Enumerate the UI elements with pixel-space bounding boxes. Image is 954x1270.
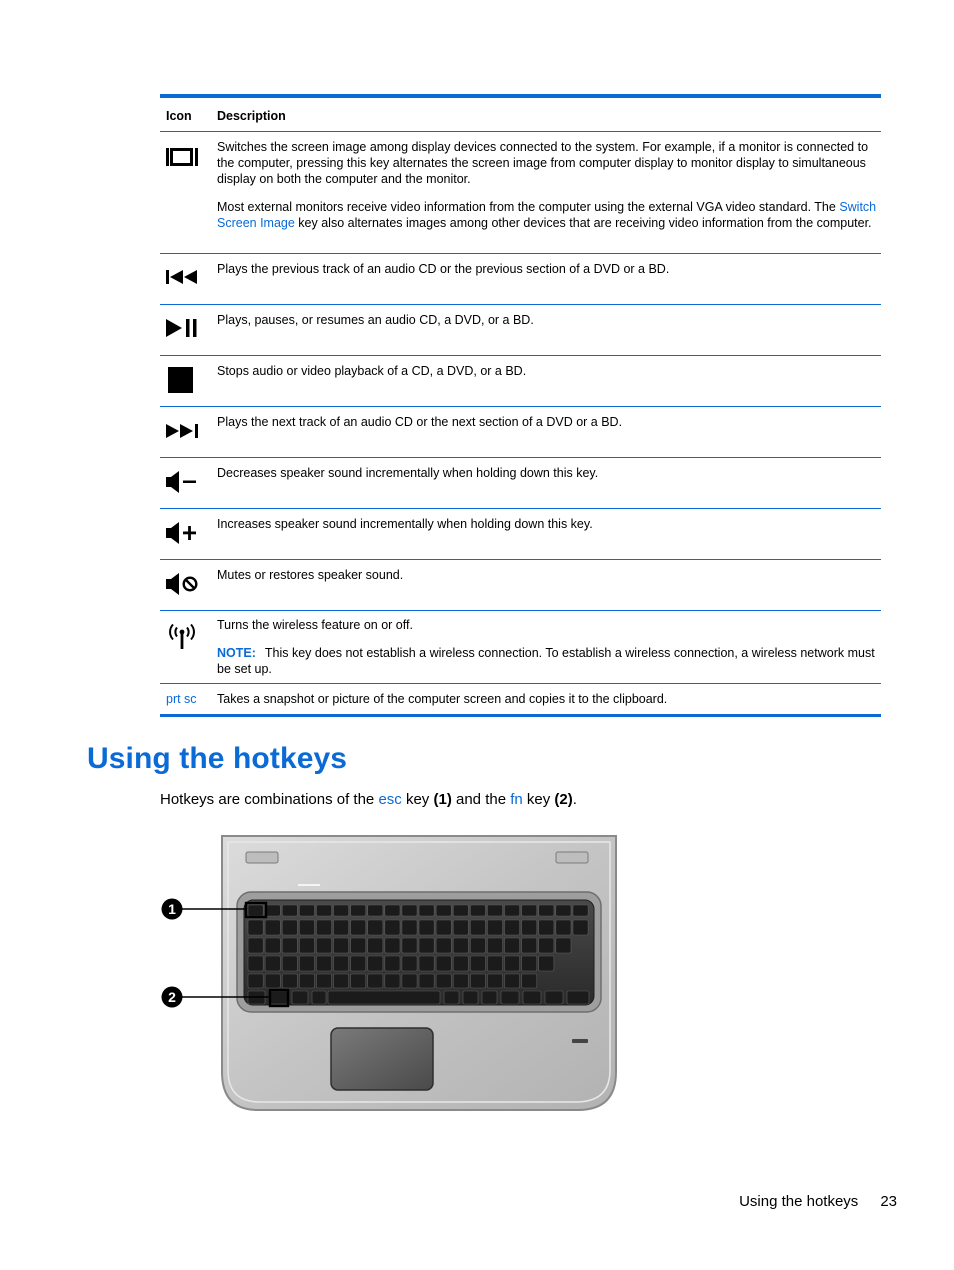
note-label: NOTE: xyxy=(217,646,256,660)
stop-icon xyxy=(166,367,194,393)
callout-ref-2: (2) xyxy=(554,791,573,808)
table-row xyxy=(160,611,881,684)
header-description: Description xyxy=(217,108,286,123)
row-description-2: Most external monitors receive video information from the computer using the external VGA video standard. The Switch Screen Image key also alternates images among other devices that are receiving video information from the computer. xyxy=(217,200,877,230)
section-intro: Hotkeys are combinations of the esc key (1) and the fn key (2). xyxy=(160,791,577,808)
laptop-keyboard-image xyxy=(158,832,620,1114)
table-row xyxy=(160,305,881,356)
footer-title: Using the hotkeys xyxy=(739,1193,859,1210)
row-description: Plays, pauses, or resumes an audio CD, a DVD, or a BD. xyxy=(217,313,534,327)
svg-text:1: 1 xyxy=(168,901,176,917)
switch-screen-image-term: Switch Screen Image xyxy=(217,200,877,230)
next-track-icon xyxy=(166,424,198,438)
play-pause-icon xyxy=(166,319,198,337)
note xyxy=(217,645,877,677)
table-header-row xyxy=(160,98,881,132)
previous-track-icon xyxy=(166,270,198,284)
page-footer xyxy=(739,1193,897,1210)
row-description: Plays the next track of an audio CD or the next section of a DVD or a BD. xyxy=(217,415,623,429)
svg-text:2: 2 xyxy=(168,989,176,1005)
table-row xyxy=(160,407,881,458)
table-row xyxy=(160,684,881,714)
callout-2 xyxy=(162,987,183,1008)
callout-ref-1: (1) xyxy=(433,791,452,808)
row-description: Plays the previous track of an audio CD or the previous section of a DVD or a BD. xyxy=(217,262,670,276)
fn-key-term: fn xyxy=(510,791,523,808)
note-text: This key does not establish a wireless connection. To establish a wireless connection, a wireless network must be set up. xyxy=(217,646,875,676)
row-description: Stops audio or video playback of a CD, a DVD, or a BD. xyxy=(217,364,527,378)
volume-down-icon xyxy=(166,471,198,493)
row-description: Mutes or restores speaker sound. xyxy=(217,568,404,582)
row-description: Increases speaker sound incrementally when holding down this key. xyxy=(217,517,593,531)
callout-1 xyxy=(162,899,183,920)
table-row xyxy=(160,560,881,611)
table-row xyxy=(160,254,881,305)
hotkey-icon-table xyxy=(160,94,881,717)
row-description: Switches the screen image among display devices connected to the system. For example, if a monitor is connected to the computer, pressing this key alternates the screen image from computer display to monitor display to simultaneous display on both the computer and the monitor. xyxy=(217,140,869,186)
switch-screen-icon xyxy=(166,147,198,167)
table-row xyxy=(160,132,881,254)
wireless-icon xyxy=(166,623,198,651)
keyboard-illustration xyxy=(158,832,620,1119)
row-description: Takes a snapshot or picture of the computer screen and copies it to the clipboard. xyxy=(217,692,668,706)
table-row xyxy=(160,458,881,509)
table-row xyxy=(160,356,881,407)
row-description: Turns the wireless feature on or off. xyxy=(217,618,413,632)
table-bottom-rule xyxy=(160,714,881,717)
volume-up-icon xyxy=(166,522,198,544)
header-icon: Icon xyxy=(166,108,192,123)
mute-icon xyxy=(166,573,198,595)
esc-key-term: esc xyxy=(378,791,402,808)
section-heading: Using the hotkeys xyxy=(87,742,348,775)
row-description: Decreases speaker sound incrementally when holding down this key. xyxy=(217,466,599,480)
page-number: 23 xyxy=(880,1193,897,1210)
table-row xyxy=(160,509,881,560)
prt-sc-key-label: prt sc xyxy=(166,692,197,706)
